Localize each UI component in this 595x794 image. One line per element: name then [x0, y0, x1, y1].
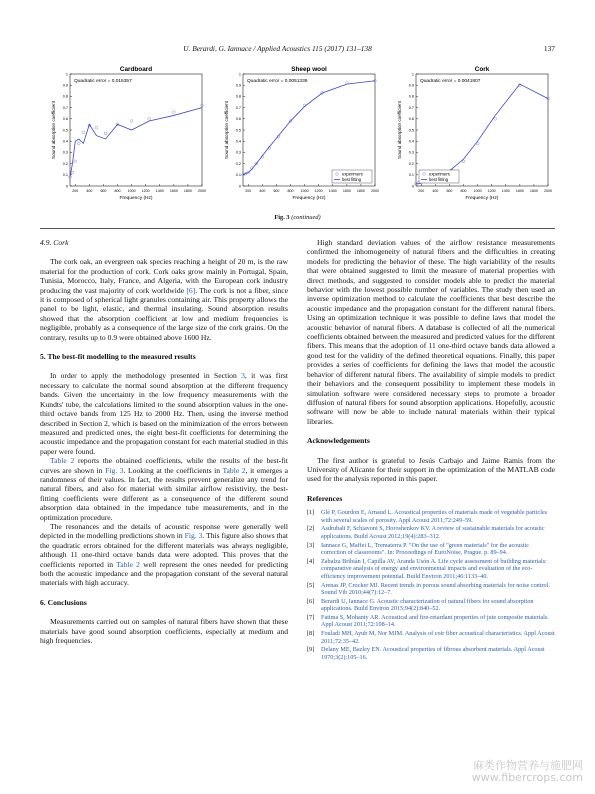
x-tick-label: 2000	[371, 189, 379, 193]
acknowledgements-heading: Acknowledgements	[307, 436, 370, 446]
x-tick-label: 1800	[529, 189, 538, 193]
y-tick-label: 0.4	[408, 139, 414, 144]
table-2-link[interactable]: Table 2	[50, 456, 75, 466]
y-tick-label: 0.2	[235, 161, 241, 166]
plot-frame	[70, 74, 202, 186]
y-tick-label: 1	[65, 72, 68, 77]
x-tick-label: 1400	[501, 189, 510, 193]
y-tick-label: 0.7	[62, 105, 68, 110]
y-tick-label: 0.6	[62, 117, 68, 122]
y-tick-label: 1	[238, 72, 241, 77]
fig-3-link[interactable]: Fig. 3	[105, 465, 124, 475]
reference-item[interactable]: [1] Glé P, Gourdon E, Arnaud L. Acoustical properties of materials made of vegetable particles with several scales of porosity. Appl Acoust 2011;72:249–59.	[307, 509, 548, 524]
y-tick-label: 0	[65, 184, 68, 189]
y-tick-label: 0.4	[62, 139, 68, 144]
running-header	[40, 44, 555, 56]
x-tick-label: 1400	[155, 189, 164, 193]
quadratic-error-annotation: Quadratic error = 0.015357	[74, 79, 132, 84]
y-axis-label: Sound absorption coefficient	[51, 101, 56, 159]
table-2-link[interactable]: Table 2	[222, 465, 246, 475]
caption-divider	[40, 228, 555, 229]
sec5-paragraph-3: The resonances and the details of acoustic response were generally well depicted in the modelling predictions shown in Fig. 3. This figure also shows that the quadratic errors obtained for the different materials was always negligible, although 11 one-third octave bands data were adopted. This proves that the coefficients reported in Table 2 well represent the ones needed for predicting both the acoustic impedance and the propagation constant of the several natural materials with high accuracy.	[40, 521, 289, 588]
page-number: 137	[543, 44, 555, 53]
plot-cardboard	[40, 62, 210, 212]
reference-list	[307, 509, 555, 661]
conclusions-paragraph-2: High standard deviation values of the airflow resistance measurements confirmed the inhomogeneity of natural fibers and the difficulties in creating models for predicting the behavior of these. The high variability of the results that were obtained suggested to limit the measure of material properties with direct methods, and suggested to consider models able to predict the material behavior with the lowest possible number of variables. The study then used an inverse optimization method to calculate the coefficients that best describe the acoustic impedance and the propagation constant for the different natural fibers. Using an optimization technique it was possible to define laws that model the acoustic behavior of natural fibers. A database is collected of all the numerical coefficients obtained between the measured and predicted values for the different fibers. This means that the adoption of 11 one-third octave bands data allowed a good test for the validity of the defined theoretical equations. Finally, this paper provides a series of coefficients for defining the laws that model the acoustic behavior of different natural fibers. The availability of simple models to predict their behaviors and the consequent possibility to implement these models in simulation software were considered necessary steps to promote a broader diffusion of natural fibers for sound absorption applications. Hopefully, acoustic software will now be able to include natural materials within their typical libraries.	[307, 238, 555, 426]
watermark	[472, 760, 583, 784]
legend-label-best-fitting: best fitting	[342, 176, 362, 182]
y-tick-label: 0.1	[62, 173, 68, 178]
plot-sheep-wool	[213, 62, 383, 212]
reference-item[interactable]: [4] Zabalza Bribián I, Capilla AV, Aranda Usón A. Life cycle assessment of building materials: comparative analysis of energy and environmental impacts and evaluation of the eco-efficiency improvement potential. Build Environ 2011;46:1133–40.	[307, 557, 547, 580]
running-title: U. Berardi, G. Iannace / Applied Acoustics 115 (2017) 131–138	[183, 44, 372, 53]
x-tick-label: 1400	[328, 189, 337, 193]
ref-link-6[interactable]: [6]	[186, 285, 196, 295]
x-tick-label: 600	[100, 189, 107, 193]
cork-paragraph: The cork oak, an evergreen oak species reaching a height of 20 m, is the raw material for the production of cork. Cork oaks grow mainly in Portugal, Spain, Tunisia, Morocco, Italy, France, and Algeria, with the European cork industry producing the vast majority of cork worldwide [6]. The cork is not a fiber, since it is composed of spherical light granules containing air. This property allows the panel to be light, elastic, and thermal insulating. Sound absorption results showed that the absorption coefficient at low and medium frequencies is negligible, probably as a consequence of the large size of the cork grains. On the contrary, results up to 0.9 were obtained above 1600 Hz.	[40, 257, 288, 342]
y-tick-label: 0.7	[408, 105, 414, 110]
y-tick-label: 0.6	[408, 117, 414, 122]
figure-caption	[40, 214, 555, 221]
x-tick-label: 1000	[300, 189, 309, 193]
x-tick-label: 400	[86, 189, 93, 193]
y-tick-label: 0.1	[408, 173, 414, 178]
reference-item[interactable]: [8] Fouladi MH, Ayub M, Nor MJM. Analysis of coir fiber acoustical characteristics. Appl Acoust 2011;72:35–42.	[307, 630, 555, 645]
figure-plots	[40, 62, 555, 212]
chart-sheep-wool	[213, 62, 383, 212]
figure-suffix: (continued)	[289, 214, 321, 221]
x-tick-label: 600	[446, 189, 453, 193]
reference-item[interactable]: [7] Fatima S, Mohanty AR. Acoustical and fire-retardant properties of jute composite materials. Appl Acoust 2011;72:108–14.	[307, 613, 549, 629]
chart-title: Cork	[474, 66, 490, 73]
y-tick-label: 0.2	[408, 161, 414, 166]
x-tick-label: 400	[432, 189, 439, 193]
y-tick-label: 0.9	[408, 83, 414, 88]
sec5-paragraph-1: In order to apply the methodology presented in Section 3, it was first necessary to calculate the normal sound absorption at the different frequency bands. Given the uncertainty in the low frequency measurements with the Kundts' tube, the calculations limited to the sound absorption values in the one-third octave bands from 125 Hz to 2000 Hz. Then, using the inverse method described in Section 2, which is based on the minimization of the errors between measured and predicted ones, the eight best-fit coefficients for determining the acoustic impedance and the propagation constant for each material studied in this paper were found.	[40, 371, 288, 456]
left-column	[40, 238, 288, 645]
right-column	[307, 238, 555, 662]
x-tick-label: 1600	[342, 189, 351, 193]
x-tick-label: 1800	[356, 189, 365, 193]
acknowledgements-paragraph: The first author is grateful to Jesús Carbajo and Jaime Ramis from the University of Alicante for their support in the optimization of the MATLAB code used for the analysis reported in this paper.	[307, 455, 555, 484]
x-tick-label: 1600	[169, 189, 178, 193]
legend-label-best-fitting: best fitting	[429, 176, 449, 182]
y-tick-label: 0.6	[235, 117, 241, 122]
figure-label: Fig. 3	[274, 214, 290, 221]
x-tick-label: 800	[114, 189, 121, 193]
y-tick-label: 0.5	[62, 128, 68, 133]
reference-item[interactable]: [9] Delany ME, Bazley EN. Acoustical properties of fibrous absorbent materials. Appl Acoust 1970;3(2):105–16.	[307, 646, 545, 661]
sec5-paragraph-2: Table 2 reports the obtained coefficients, while the results of the best-fit curves are shown in Fig. 3. Looking at the coefficients in Table 2, it emerges a randomness of their values. In fact, the results prevent generalize any trend for natural fibers, and also for material with similar airflow resistivity, the best-fitting coefficients were different as a consequence of the different sound absorption data obtained in the impedance tube measurements, and in the optimization procedure.	[40, 456, 288, 522]
y-tick-label: 0.7	[235, 105, 241, 110]
section-5-heading: 5. The best-fit modelling to the measured results	[40, 352, 196, 362]
y-tick-label: 0.3	[408, 150, 414, 155]
section-4-9-heading: 4.9. Cork	[40, 238, 69, 247]
watermark-line-1: 麻类作物营养与施肥网	[473, 759, 583, 772]
plot-frame	[243, 74, 375, 186]
references-heading: References	[307, 493, 343, 503]
reference-item[interactable]: [5] Arenas JP, Crocker MJ. Recent trends in porous sound absorbing materials for noise control. Sound Vib 2010;44(7):12–7.	[307, 581, 550, 597]
x-tick-label: 800	[460, 189, 467, 193]
fig-3-link[interactable]: Fig. 3	[184, 531, 203, 541]
table-2-link[interactable]: Table 2	[116, 559, 140, 569]
chart-cork	[386, 62, 556, 212]
x-tick-label: 1600	[515, 189, 524, 193]
x-tick-label: 1800	[183, 189, 192, 193]
y-tick-label: 0.3	[62, 150, 68, 155]
x-tick-label: 800	[287, 189, 294, 193]
section-3-link[interactable]: 3	[241, 371, 245, 381]
reference-item[interactable]: [2] Asdrubali F, Schiavoni S, Horoshenkov KV. A review of sustainable materials for acoustic applications. Build Acoust 2012;19(4):283–312.	[307, 525, 545, 540]
y-tick-label: 0.2	[62, 161, 68, 166]
y-tick-label: 0.4	[235, 139, 241, 144]
quadratic-error-annotation: Quadratic error = 0.0051339	[247, 79, 308, 84]
x-tick-label: 200	[245, 189, 252, 193]
y-tick-label: 1	[411, 72, 414, 77]
y-tick-label: 0.9	[235, 83, 241, 88]
y-tick-label: 0	[238, 184, 241, 189]
y-tick-label: 0.5	[408, 128, 414, 133]
reference-item[interactable]: [3] Iannace G, Maffei L, Trematerra P. "On the use of "green materials" for the acoustic correction of classrooms". In: Proceedings of EuroNoise, Prague. p. 89–94.	[307, 541, 529, 557]
y-axis-label: Sound absorption coefficient	[224, 101, 229, 159]
chart-title: Cardboard	[119, 66, 153, 73]
x-tick-label: 400	[259, 189, 266, 193]
x-tick-label: 1000	[127, 189, 136, 193]
y-tick-label: 0.9	[62, 83, 68, 88]
x-axis-label: Frequency (Hz)	[119, 196, 153, 201]
x-tick-label: 2000	[198, 189, 206, 193]
x-tick-label: 1200	[314, 189, 323, 193]
x-axis-label: Frequency (Hz)	[292, 196, 326, 201]
plot-frame	[416, 74, 548, 186]
x-tick-label: 2000	[544, 189, 552, 193]
y-tick-label: 0	[411, 184, 414, 189]
watermark-line-2: www.fibercrops.com	[471, 771, 583, 784]
x-axis-label: Frequency (Hz)	[465, 196, 499, 201]
y-axis-label: Sound absorption coefficient	[397, 101, 402, 159]
chart-cardboard	[40, 62, 210, 212]
chart-title: Sheep wool	[291, 66, 327, 73]
legend-label-experiment: experiment	[342, 171, 363, 177]
x-tick-label: 200	[418, 189, 425, 193]
plot-cork	[386, 62, 556, 212]
reference-item[interactable]: [6] Berardi U, Iannace G. Acoustic characterization of natural fibers for sound absorption applications. Build Environ 2015;94(2):840–52.	[307, 597, 534, 613]
legend	[419, 170, 459, 183]
section-6-heading: 6. Conclusions	[40, 597, 87, 607]
y-tick-label: 0.8	[62, 94, 68, 99]
y-tick-label: 0.8	[408, 94, 414, 99]
section-2-ref: 2	[104, 418, 108, 428]
x-tick-label: 600	[273, 189, 280, 193]
y-tick-label: 0.3	[235, 150, 241, 155]
conclusions-paragraph: Measurements carried out on samples of natural fibers have shown that these materials have good sound absorption coefficients, especially at medium and high frequencies.	[40, 617, 288, 646]
y-tick-label: 0.1	[235, 173, 241, 178]
x-tick-label: 200	[72, 189, 79, 193]
x-tick-label: 1200	[141, 189, 150, 193]
legend	[332, 170, 372, 183]
x-tick-label: 1200	[487, 189, 496, 193]
y-tick-label: 0.5	[235, 128, 241, 133]
y-tick-label: 0.8	[235, 94, 241, 99]
quadratic-error-annotation: Quadratic error = 0.0041807	[420, 79, 481, 84]
x-tick-label: 1000	[473, 189, 482, 193]
legend-label-experiment: experiment	[429, 171, 450, 177]
